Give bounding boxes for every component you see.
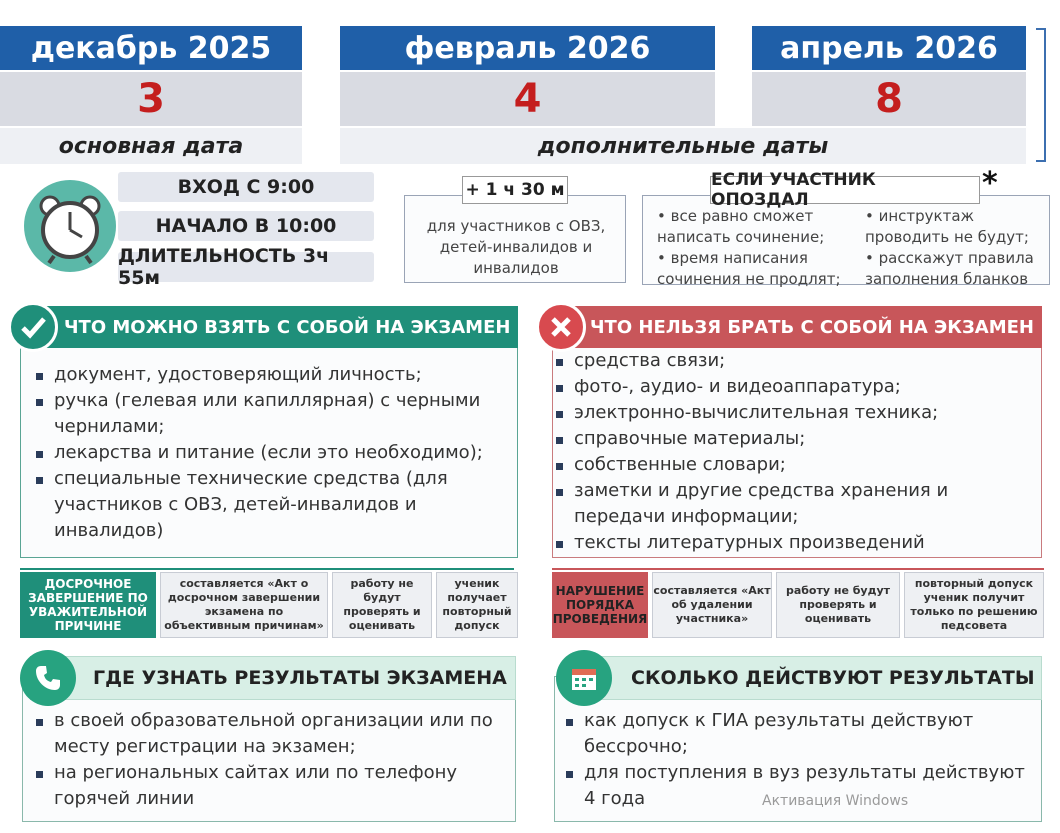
list-item: справочные материалы; xyxy=(556,426,1040,452)
extra-time-box xyxy=(404,195,626,283)
allowed-list xyxy=(36,362,506,544)
late-item: • инструктаж проводить не будут; xyxy=(865,207,1029,246)
list-item: фото-, аудио- и видеоаппаратура; xyxy=(556,374,1040,400)
results-where-title: ГДЕ УЗНАТЬ РЕЗУЛЬТАТЫ ЭКЗАМЕНА xyxy=(30,656,516,700)
late-asterisk: * xyxy=(982,166,998,201)
extra-time-title: + 1 ч 30 м xyxy=(462,176,568,204)
alarm-clock-icon xyxy=(24,180,116,272)
windows-activation-watermark: Активация Windows xyxy=(762,793,909,809)
phone-icon xyxy=(20,650,76,706)
day-1: 3 xyxy=(0,72,302,126)
list-item: заметки и другие средства хранения и передачи информации; xyxy=(556,478,1040,530)
flow-right-step: НАРУШЕНИЕ ПОРЯДКА ПРОВЕДЕНИЯ xyxy=(552,572,648,638)
flow-right-step: работу не будут проверять и оценивать xyxy=(776,572,900,638)
late-item: • расскажут правила заполнения бланков xyxy=(865,249,1034,288)
list-item: как допуск к ГИА результаты действуют бессрочно; xyxy=(566,708,1036,760)
list-item: лекарства и питание (если это необходимо); xyxy=(36,440,506,466)
month-2: февраль 2026 xyxy=(340,26,715,70)
list-item: тексты литературных произведений xyxy=(556,530,1040,556)
flow-arrow-right xyxy=(552,568,1044,570)
cross-icon xyxy=(536,302,586,352)
duration: ДЛИТЕЛЬНОСТЬ 3ч 55м xyxy=(118,252,374,282)
list-item: для поступления в вуз результаты действуют 4 года xyxy=(566,760,1036,812)
start-time: НАЧАЛО В 10:00 xyxy=(118,211,374,241)
allowed-title: ЧТО МОЖНО ВЗЯТЬ С СОБОЙ НА ЭКЗАМЕН xyxy=(30,306,518,348)
flow-left-step: ученик получает повторный допуск xyxy=(436,572,518,638)
list-item: на региональных сайтах или по телефону горячей линии xyxy=(36,760,506,812)
flow-left-step: работу не будут проверять и оценивать xyxy=(332,572,432,638)
late-item: • время написания сочинения не продлят; xyxy=(657,249,841,288)
extra-time-text: для участников с ОВЗ, детей-инвалидов и инвалидов xyxy=(426,217,606,277)
flow-right-step: повторный допуск ученик получит только по решению педсовета xyxy=(904,572,1044,638)
bracket xyxy=(1036,28,1046,162)
list-item: ручка (гелевая или капиллярная) с черными чернилами; xyxy=(36,388,506,440)
extra-dates-label: дополнительные даты xyxy=(340,128,1026,164)
checkmark-icon xyxy=(8,302,58,352)
list-item: средства связи; xyxy=(556,348,1040,374)
calendar-icon xyxy=(556,650,612,706)
month-3: апрель 2026 xyxy=(752,26,1026,70)
list-item: специальные технические средства (для участников с ОВЗ, детей-инвалидов и инвалидов) xyxy=(36,466,506,544)
flow-left-step: ДОСРОЧНОЕ ЗАВЕРШЕНИЕ ПО УВАЖИТЕЛЬНОЙ ПРИЧИНЕ xyxy=(20,572,156,638)
list-item: собственные словари; xyxy=(556,452,1040,478)
entry-time: ВХОД С 9:00 xyxy=(118,172,374,202)
list-item: электронно-вычислительная техника; xyxy=(556,400,1040,426)
forbidden-title: ЧТО НЕЛЬЗЯ БРАТЬ С СОБОЙ НА ЭКЗАМЕН xyxy=(566,306,1042,348)
results-where-list xyxy=(36,708,506,812)
forbidden-list xyxy=(556,348,1040,556)
day-2: 4 xyxy=(340,72,715,126)
list-item: в своей образовательной организации или по месту регистрации на экзамен; xyxy=(36,708,506,760)
results-valid-title: СКОЛЬКО ДЕЙСТВУЮТ РЕЗУЛЬТАТЫ xyxy=(568,656,1042,700)
day-3: 8 xyxy=(752,72,1026,126)
late-item: • все равно сможет написать сочинение; xyxy=(657,207,825,246)
month-1: декабрь 2025 xyxy=(0,26,302,70)
main-date-label: основная дата xyxy=(0,128,302,164)
list-item: документ, удостоверяющий личность; xyxy=(36,362,506,388)
flow-left-step: составляется «Акт о досрочном завершении экзамена по объективным причинам» xyxy=(160,572,328,638)
late-title: ЕСЛИ УЧАСТНИК ОПОЗДАЛ xyxy=(710,176,980,204)
flow-right-step: составляется «Акт об удалении участника» xyxy=(652,572,772,638)
flow-arrow-left xyxy=(20,568,514,570)
